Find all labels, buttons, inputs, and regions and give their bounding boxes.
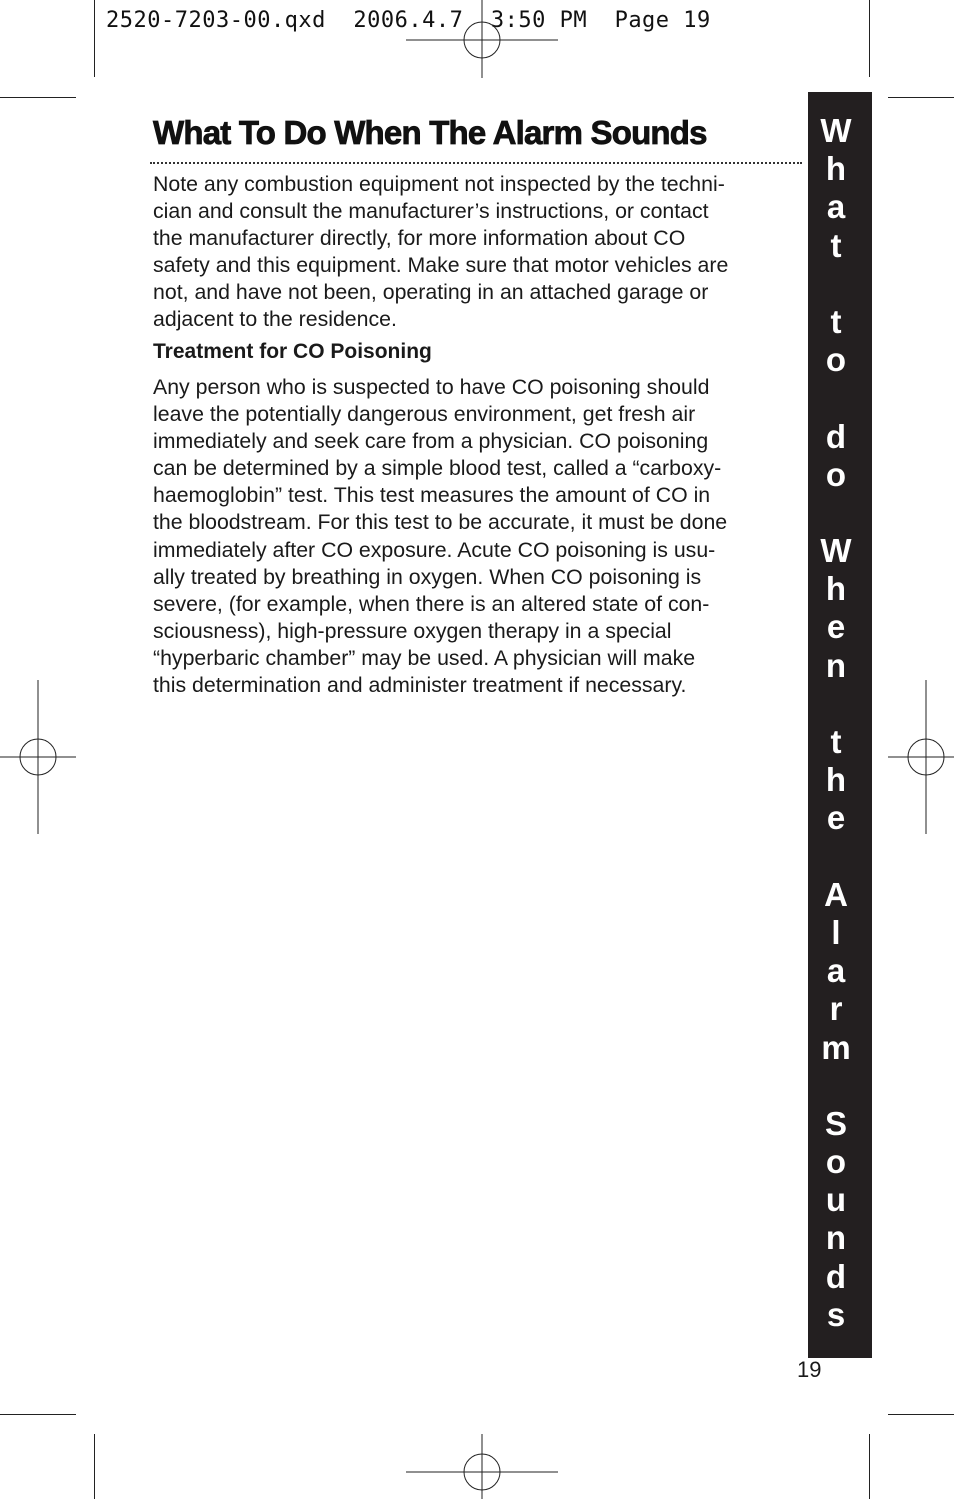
side-tab-letter: o — [825, 1143, 847, 1181]
side-tab-letter: e — [826, 799, 846, 837]
side-tab-gap — [808, 838, 864, 876]
section-side-tab — [808, 92, 872, 1358]
side-tab-letter: W — [820, 532, 852, 570]
section-heading: Treatment for CO Poisoning — [153, 340, 432, 363]
side-tab-letter: n — [825, 646, 847, 684]
side-tab-letter: t — [830, 302, 842, 340]
side-tab-letter: r — [829, 990, 843, 1028]
side-tab-letter: e — [826, 608, 846, 646]
side-tab-label — [808, 112, 864, 1334]
text-line: this determination and administer treatment if necessary. — [153, 673, 687, 698]
registration-mark-icon — [404, 0, 560, 80]
side-tab-letter: s — [826, 1295, 846, 1333]
crop-mark — [869, 1434, 870, 1499]
side-tab-gap — [808, 379, 864, 417]
side-tab-letter: a — [826, 952, 846, 990]
text-line: severe, (for example, when there is an altered state of con- — [153, 591, 710, 616]
side-tab-letter: a — [826, 188, 846, 226]
side-tab-letter: A — [824, 875, 848, 913]
side-tab-letter: h — [825, 761, 847, 799]
treatment-paragraph — [153, 374, 808, 699]
printer-slug: 2520-7203-00.qxd 2006.4.7 3:50 PM Page 19 — [106, 8, 711, 33]
side-tab-letter: l — [831, 913, 841, 951]
text-line: not, and have not been, operating in an attached garage or — [153, 280, 709, 305]
side-tab-letter: S — [824, 1104, 847, 1142]
side-tab-letter: o — [825, 341, 847, 379]
registration-mark-icon — [404, 1434, 560, 1499]
text-line: the bloodstream. For this test to be accurate, it must be done — [153, 510, 728, 535]
side-tab-letter: W — [820, 112, 852, 149]
registration-mark-icon — [0, 680, 80, 834]
text-line: sciousness), high-pressure oxygen therapy in a special — [153, 618, 672, 643]
title-divider — [150, 162, 802, 164]
text-line: can be determined by a simple blood test, called a “carboxy- — [153, 456, 722, 481]
text-line: haemoglobin” test. This test measures the amount of CO in — [153, 483, 711, 508]
registration-mark-icon — [876, 680, 954, 834]
text-line: Note any combustion equipment not inspected by the techni- — [153, 172, 725, 196]
side-tab-gap — [808, 685, 864, 723]
intro-paragraph — [153, 171, 808, 334]
text-line: immediately and seek care from a physician. CO poisoning — [153, 429, 709, 454]
text-line: ally treated by breathing in oxygen. When CO poisoning is — [153, 564, 702, 589]
text-line: “hyperbaric chamber” may be used. A physician will make — [153, 645, 696, 670]
side-tab-letter: d — [825, 417, 847, 455]
text-line: safety and this equipment. Make sure that motor vehicles are — [153, 253, 729, 278]
side-tab-letter: u — [825, 1181, 847, 1219]
text-line: leave the potentially dangerous environment, get fresh air — [153, 402, 696, 427]
text-line: Any person who is suspected to have CO poisoning should — [153, 375, 710, 399]
side-tab-letter: m — [821, 1028, 851, 1066]
crop-mark — [888, 1414, 954, 1415]
side-tab-gap — [808, 494, 864, 532]
text-line: immediately after CO exposure. Acute CO poisoning is usu- — [153, 537, 716, 562]
text-line: cian and consult the manufacturer’s instructions, or contact — [153, 199, 709, 224]
side-tab-letter: n — [825, 1219, 847, 1257]
side-tab-gap — [808, 265, 864, 303]
side-tab-letter: h — [825, 150, 847, 188]
side-tab-letter: t — [830, 226, 842, 264]
crop-mark — [869, 0, 870, 77]
crop-mark — [0, 97, 76, 98]
crop-mark — [0, 1414, 76, 1415]
crop-mark — [94, 0, 95, 77]
text-line: adjacent to the residence. — [153, 307, 397, 332]
side-tab-letter: h — [825, 570, 847, 608]
side-tab-letter: t — [830, 723, 842, 760]
side-tab-letter: o — [825, 455, 847, 493]
text-line: the manufacturer directly, for more information about CO — [153, 226, 686, 251]
crop-mark — [94, 1434, 95, 1499]
page-number: 19 — [797, 1357, 822, 1382]
crop-mark — [888, 97, 954, 98]
side-tab-letter: d — [825, 1257, 847, 1295]
page-title: What To Do When The Alarm Sounds — [153, 114, 707, 151]
side-tab-gap — [808, 1067, 864, 1105]
